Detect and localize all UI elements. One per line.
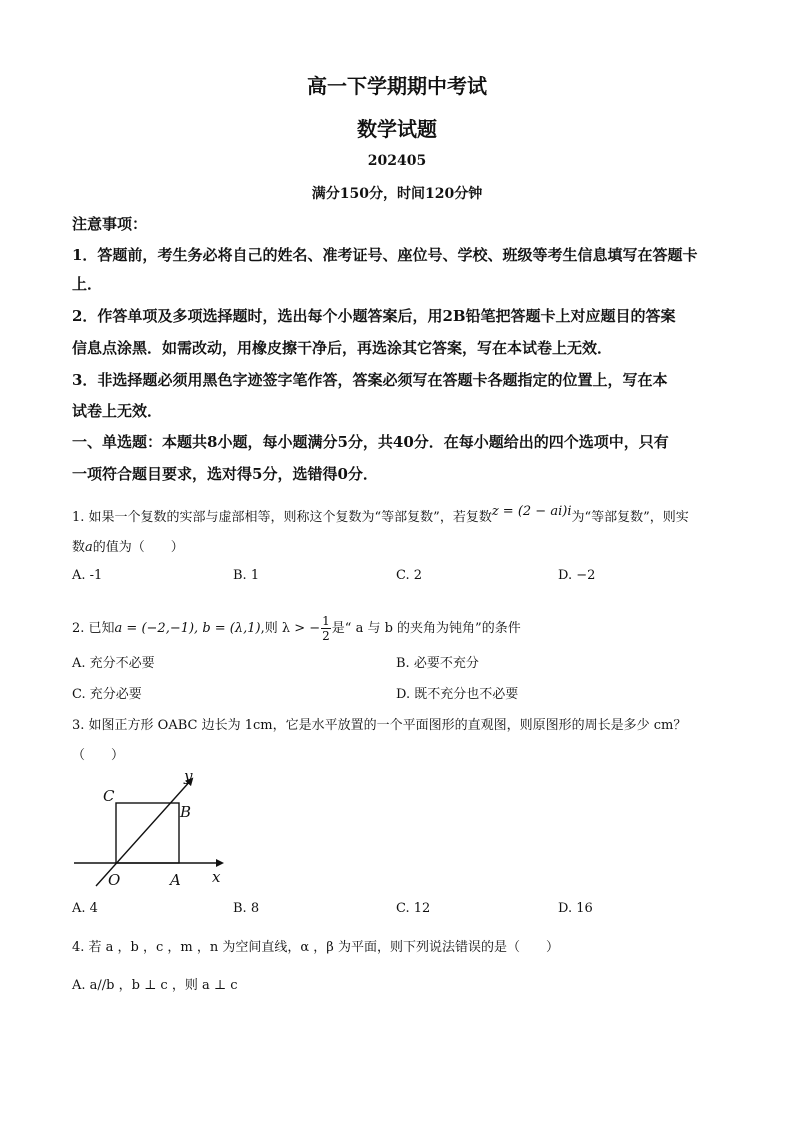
q4-option-a: A. a//b ，b ⊥ c ，则 a ⊥ c bbox=[72, 978, 238, 993]
label-x: x bbox=[212, 868, 221, 886]
note-2-line-2: 信息点涂黑．如需改动，用橡皮擦干净后，再选涂其它答案，写在本试卷上无效． bbox=[72, 339, 613, 357]
q1-text-a: 1. 如果一个复数的实部与虚部相等，则称这个复数为“等部复数”，若复数 bbox=[72, 510, 492, 525]
note-1-line-1: 1．答题前，考生务必将自己的姓名、准考证号、座位号、学校、班级等考生信息填写在答题卡 bbox=[72, 246, 698, 264]
q1-line-2 bbox=[72, 536, 184, 555]
q2-frac-den: 2 bbox=[322, 629, 330, 643]
section-line-1: 一、单选题：本题共8小题，每小题满分5分，共40分．在每小题给出的四个选项中，只有 bbox=[72, 433, 669, 451]
q4-line: 4. 若 a ，b ，c ，m ，n 为空间直线，α ，β 为平面，则下列说法错误的是（ ） bbox=[72, 940, 559, 955]
q2-condition: ,则 λ > − bbox=[260, 621, 321, 636]
q3-line-1: 3. 如图正方形 OABC 边长为 1cm，它是水平放置的一个平面图形的直观图，则原图形的周长是多少 cm？ bbox=[72, 718, 687, 733]
label-c: C bbox=[103, 787, 115, 805]
q1-var-a: a bbox=[85, 540, 93, 555]
note-1-line-2: 上． bbox=[72, 275, 103, 293]
note-2-line-1: 2．作答单项及多项选择题时，选出每个小题答案后，用2B铅笔把答题卡上对应题目的答案 bbox=[72, 307, 676, 325]
section-line-2: 一项符合题目要求，选对得5分，选错得0分． bbox=[72, 465, 378, 483]
q1-text-c2: 的值为（ ） bbox=[92, 540, 184, 555]
notes-heading: 注意事项： bbox=[72, 215, 148, 233]
q1-line-1 bbox=[72, 506, 689, 525]
q3-option-d: D. 16 bbox=[558, 901, 593, 916]
q2-option-b: B. 必要不充分 bbox=[396, 656, 479, 671]
q3-line-2: （ ） bbox=[72, 748, 125, 763]
q1-option-b: B. 1 bbox=[233, 568, 260, 583]
label-y: y bbox=[184, 767, 193, 785]
q1-option-a: A. -1 bbox=[72, 568, 103, 583]
exam-info: 满分150分，时间120分钟 bbox=[311, 186, 483, 202]
exam-title: 高一下学期期中考试 bbox=[307, 74, 487, 98]
q1-formula: z = (2 − ai)i bbox=[491, 504, 572, 519]
label-b: B bbox=[180, 803, 192, 821]
note-3-line-1: 3．非选择题必须用黑色字迹签字笔作答，答案必须写在答题卡各题指定的位置上，写在本 bbox=[72, 371, 668, 389]
label-a: A bbox=[170, 871, 181, 889]
exam-date: 202405 bbox=[367, 153, 427, 169]
q2-vectors: a = (−2,−1), b = (λ,1) bbox=[114, 621, 261, 636]
q2-fraction bbox=[321, 614, 331, 643]
q2-prefix: 2. 已知 bbox=[72, 621, 115, 636]
note-3-line-2: 试卷上无效． bbox=[72, 402, 163, 420]
q2-frac-num: 1 bbox=[322, 614, 330, 628]
q1-text-b: 为“等部复数”，则实 bbox=[571, 510, 689, 525]
q2-option-c: C. 充分必要 bbox=[72, 687, 142, 702]
square-diagram bbox=[70, 765, 240, 890]
q2-option-d: D. 既不充分也不必要 bbox=[396, 687, 519, 702]
subject-title: 数学试题 bbox=[357, 117, 437, 141]
q3-option-c: C. 12 bbox=[396, 901, 431, 916]
q1-text-c1: 数 bbox=[72, 540, 86, 555]
q3-option-b: B. 8 bbox=[233, 901, 260, 916]
q3-option-a: A. 4 bbox=[72, 901, 98, 916]
q1-option-d: D. −2 bbox=[558, 568, 596, 583]
q2-line bbox=[72, 614, 521, 643]
q2-option-a: A. 充分不必要 bbox=[72, 656, 155, 671]
q2-suffix: 是“ a 与 b 的夹角为钝角”的条件 bbox=[331, 621, 521, 636]
label-o: O bbox=[108, 871, 121, 889]
q1-option-c: C. 2 bbox=[396, 568, 423, 583]
